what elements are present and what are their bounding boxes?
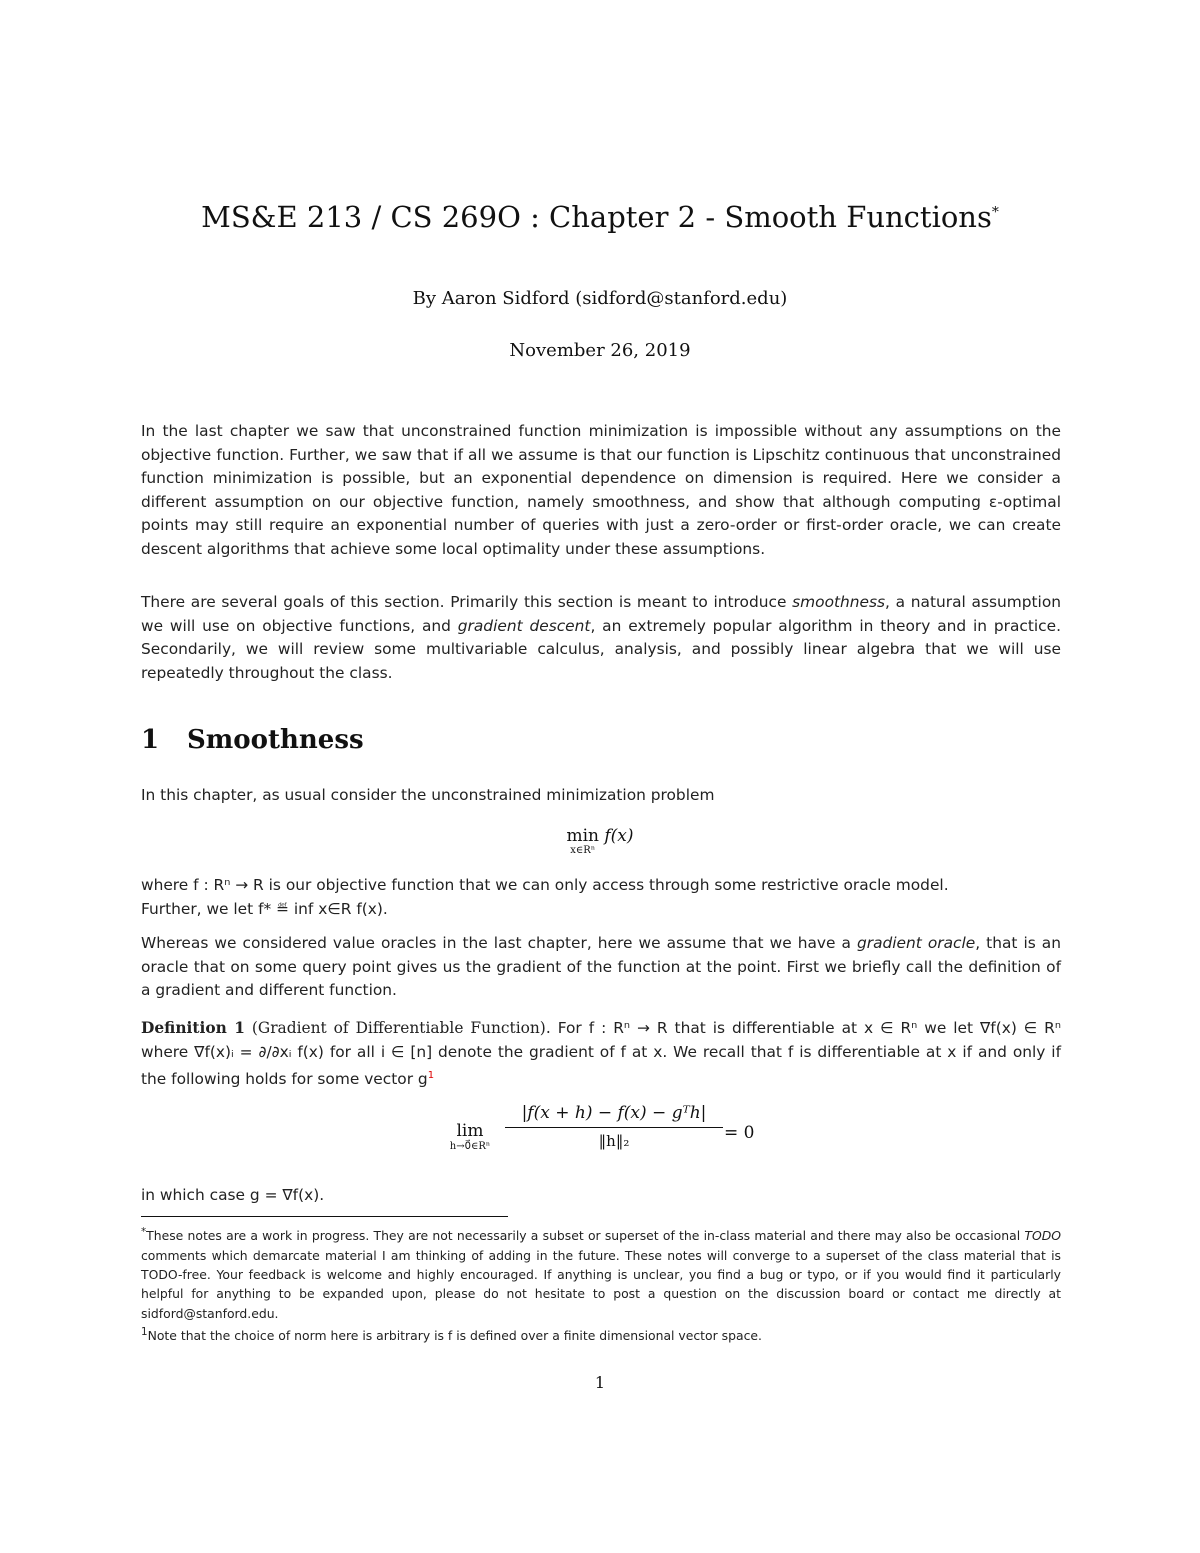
footnote-link[interactable]: 1 <box>427 1070 435 1082</box>
section-paragraph-2 <box>141 874 1061 921</box>
footnote-rule <box>141 1216 508 1217</box>
min-operator <box>566 826 599 856</box>
text-span: These notes are a work in progress. They are not necessarily a subset or superset of the in-class material and there may also be occasional <box>146 1228 1025 1244</box>
paragraph-line: where f : Rⁿ → R is our objective function that we can only access through some restrictive oracle model. <box>141 876 949 894</box>
limit-label: lim <box>456 1121 484 1141</box>
section-paragraph-3 <box>141 932 1061 1003</box>
section-paragraph-1: In this chapter, as usual consider the unconstrained minimization problem <box>141 786 715 804</box>
fraction-denominator: ‖h‖₂ <box>598 1132 630 1150</box>
limit-subscript: h→0⃗∈Rⁿ <box>449 1141 491 1152</box>
title-text: MS&E 213 / CS 269O : Chapter 2 - Smooth Functions <box>201 200 992 234</box>
fraction <box>505 1103 723 1150</box>
text-span: , that is an oracle that on some query point gives us the gradient of the function at the point. First we briefly call the definition of a gradient and different function. <box>141 934 1061 1000</box>
definition-label: Definition 1 <box>141 1019 245 1037</box>
definition-block <box>141 1017 1061 1092</box>
section-number: 1 <box>141 725 160 755</box>
emphasis-gradient-descent: gradient descent <box>457 616 591 635</box>
date-line: November 26, 2019 <box>509 340 691 361</box>
equation-rhs: = 0 <box>724 1123 755 1143</box>
emphasis-todo: TODO <box>1024 1228 1061 1244</box>
section-heading <box>141 725 364 755</box>
definition-title: (Gradient of Differentiable Function). <box>251 1019 551 1037</box>
min-subscript: x∈Rⁿ <box>570 845 596 856</box>
fraction-numerator: |f(x + h) − f(x) − gᵀh| <box>505 1103 723 1128</box>
title-footnote-mark: * <box>991 204 999 221</box>
footnotes <box>141 1223 1061 1346</box>
minimization-equation <box>0 826 1200 856</box>
text-span: There are several goals of this section. Primarily this section is meant to introduce <box>141 593 793 611</box>
text-span: , an extremely popular algorithm in theory and in practice. Secondarily, we will review some multivariable calculus, analysis, and possibly linear algebra that we will use repeatedly throughout the class. <box>141 616 1061 682</box>
text-span: comments which demarcate material I am thinking of adding in the future. These notes will converge to a superset of the class material that is TODO-free. Your feedback is welcome and highly encouraged. If anything is unclear, you find a bug or typo, or if you would find it particularly helpful for anything to be expanded upon, please do not hesitate to post a question on the discussion board or contact me directly at sidford@stanford.edu. <box>141 1247 1061 1321</box>
text-span: Whereas we considered value oracles in the last chapter, here we assume that we have a <box>141 934 857 952</box>
section-title: Smoothness <box>187 725 364 755</box>
emphasis-smoothness: smoothness <box>792 593 886 611</box>
intro-paragraph-1: In the last chapter we saw that unconstrained function minimization is impossible without any assumptions on the objective function. Further, we saw that if all we assume is that our function is Lipschitz continuous that unconstrained function minimization is possible, but an exponential dependence on dimension is required. Here we consider a different assumption on our objective function, namely smoothness, and show that although computing ε-optimal points may still require an exponential number of queries with just a zero-order or first-order oracle, we can create descent algorithms that achieve some local optimality under these assumptions. <box>141 422 1061 558</box>
page-number: 1 <box>594 1373 606 1392</box>
emphasis-gradient-oracle: gradient oracle <box>856 934 976 952</box>
limit-operator <box>440 1121 500 1153</box>
footnote-star <box>141 1223 1061 1323</box>
footnote-1 <box>141 1323 1061 1346</box>
text-span: Note that the choice of norm here is arbitrary is f is defined over a finite dimensional vector space. <box>147 1328 762 1344</box>
author-line: By Aaron Sidford (sidford@stanford.edu) <box>412 288 788 309</box>
definition-text: For f : Rⁿ → R that is differentiable at x ∈ Rⁿ we let ∇f(x) ∈ Rⁿ where ∇f(x)ᵢ = ∂/∂xᵢ f(x) for all i ∈ [n] denote the gradient of f at x. We recall that f is differentiable at x if and only if the following holds for some vector g <box>141 1019 1061 1089</box>
footnote-mark: 1 <box>141 1326 148 1339</box>
text-span: , a natural assumption we will use on objective functions, and <box>141 593 1061 635</box>
intro-paragraph-2 <box>141 591 1061 685</box>
objective-expression: f(x) <box>604 826 634 846</box>
min-label: min <box>566 826 599 846</box>
paper-title <box>0 200 1200 234</box>
paragraph-line: Further, we let f* ≝ inf x∈R f(x). <box>141 899 388 918</box>
footnote-mark: * <box>141 1226 147 1238</box>
section-paragraph-4: in which case g = ∇f(x). <box>141 1186 325 1204</box>
